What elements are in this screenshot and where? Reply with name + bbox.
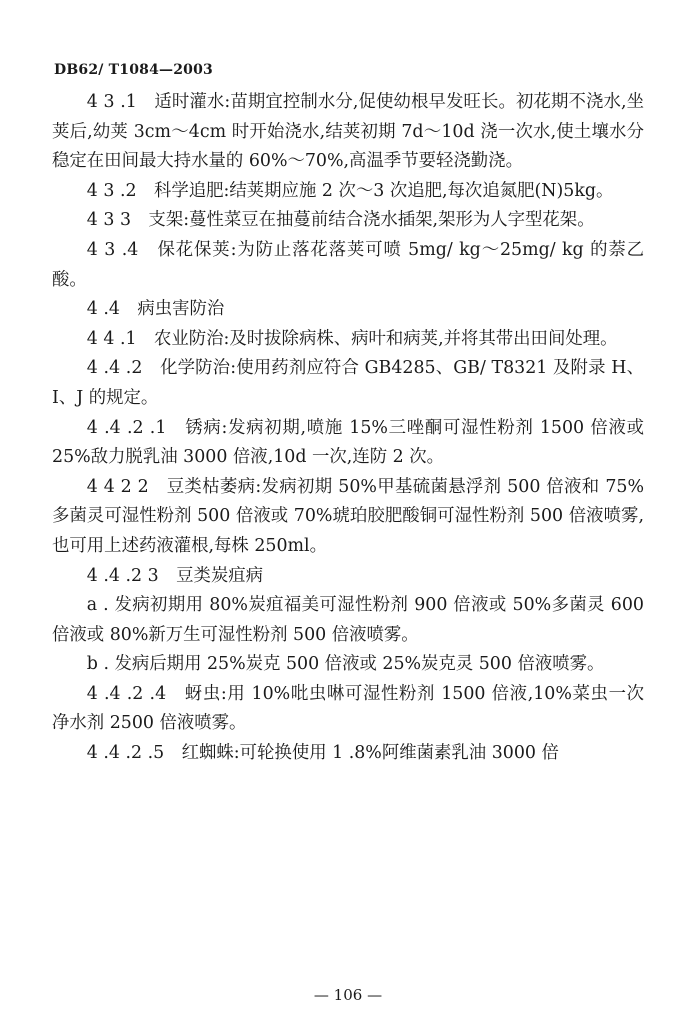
page-number: — 106 —	[313, 986, 383, 1004]
clause-4-3-1: 4 3 .1 适时灌水:苗期宜控制水分,促使幼根早发旺长。初花期不浇水,坐荚后,幼荚 3cm～4cm 时开始浇水,结荚初期 7d～10d 浇一次水,使土壤水分稳定在田间最大持水量的 60%～70%,高温季节要轻浇勤浇。	[52, 92, 644, 172]
clause-4-4-2-1: 4 .4 .2 .1 锈病:发病初期,喷施 15%三唑酮可湿性粉剂 1500 倍液或 25%敌力脱乳油 3000 倍液,10d 一次,连防 2 次。	[52, 417, 644, 468]
clause-4-4-2: 4 .4 .2 化学防治:使用药剂应符合 GB4285、GB/ T8321 及附录 H、I、J 的规定。	[52, 358, 644, 408]
clause-4-3-3: 4 3 3 支架:蔓性菜豆在抽蔓前结合浇水插架,架形为人字型花架。	[86, 210, 595, 231]
standard-code-header: DB62/ T1084—2003	[54, 62, 213, 78]
item-b: b . 发病后期用 25%炭克 500 倍液或 25%炭克灵 500 倍液喷雾。	[86, 654, 605, 675]
item-a: a . 发病初期用 80%炭疽福美可湿性粉剂 900 倍液或 50%多菌灵 600 倍液或 80%新万生可湿性粉剂 500 倍液喷雾。	[52, 595, 644, 645]
clause-4-4-2-3: 4 .4 .2 3 豆类炭疽病	[86, 565, 264, 586]
clause-4-4-1: 4 4 .1 农业防治:及时拔除病株、病叶和病荚,并将其带出田间处理。	[86, 328, 618, 349]
clause-4-3-2: 4 3 .2 科学追肥:结荚期应施 2 次～3 次追肥,每次追氮肥(N)5kg。	[86, 180, 614, 201]
clause-4-4-2-5: 4 .4 .2 .5 红蜘蛛:可轮换使用 1 .8%阿维菌素乳油 3000 倍	[86, 743, 559, 764]
section-4-4-heading: 4 .4 病虫害防治	[86, 299, 225, 320]
clause-4-3-4: 4 3 .4 保花保荚:为防止落花落荚可喷 5mg/ kg～25mg/ kg 的萘乙酸。	[52, 239, 644, 290]
clause-4-4-2-4: 4 .4 .2 .4 蚜虫:用 10%吡虫啉可湿性粉剂 1500 倍液,10%菜虫一次净水剂 2500 倍液喷雾。	[52, 683, 644, 734]
clause-4-4-2-2: 4 4 2 2 豆类枯萎病:发病初期 50%甲基硫菌悬浮剂 500 倍液和 75%多菌灵可湿性粉剂 500 倍液或 70%琥珀胶肥酸铜可湿性粉剂 500 倍液喷雾,也可用上述药液灌根,每株 250ml。	[52, 476, 644, 556]
document-body	[52, 88, 644, 769]
